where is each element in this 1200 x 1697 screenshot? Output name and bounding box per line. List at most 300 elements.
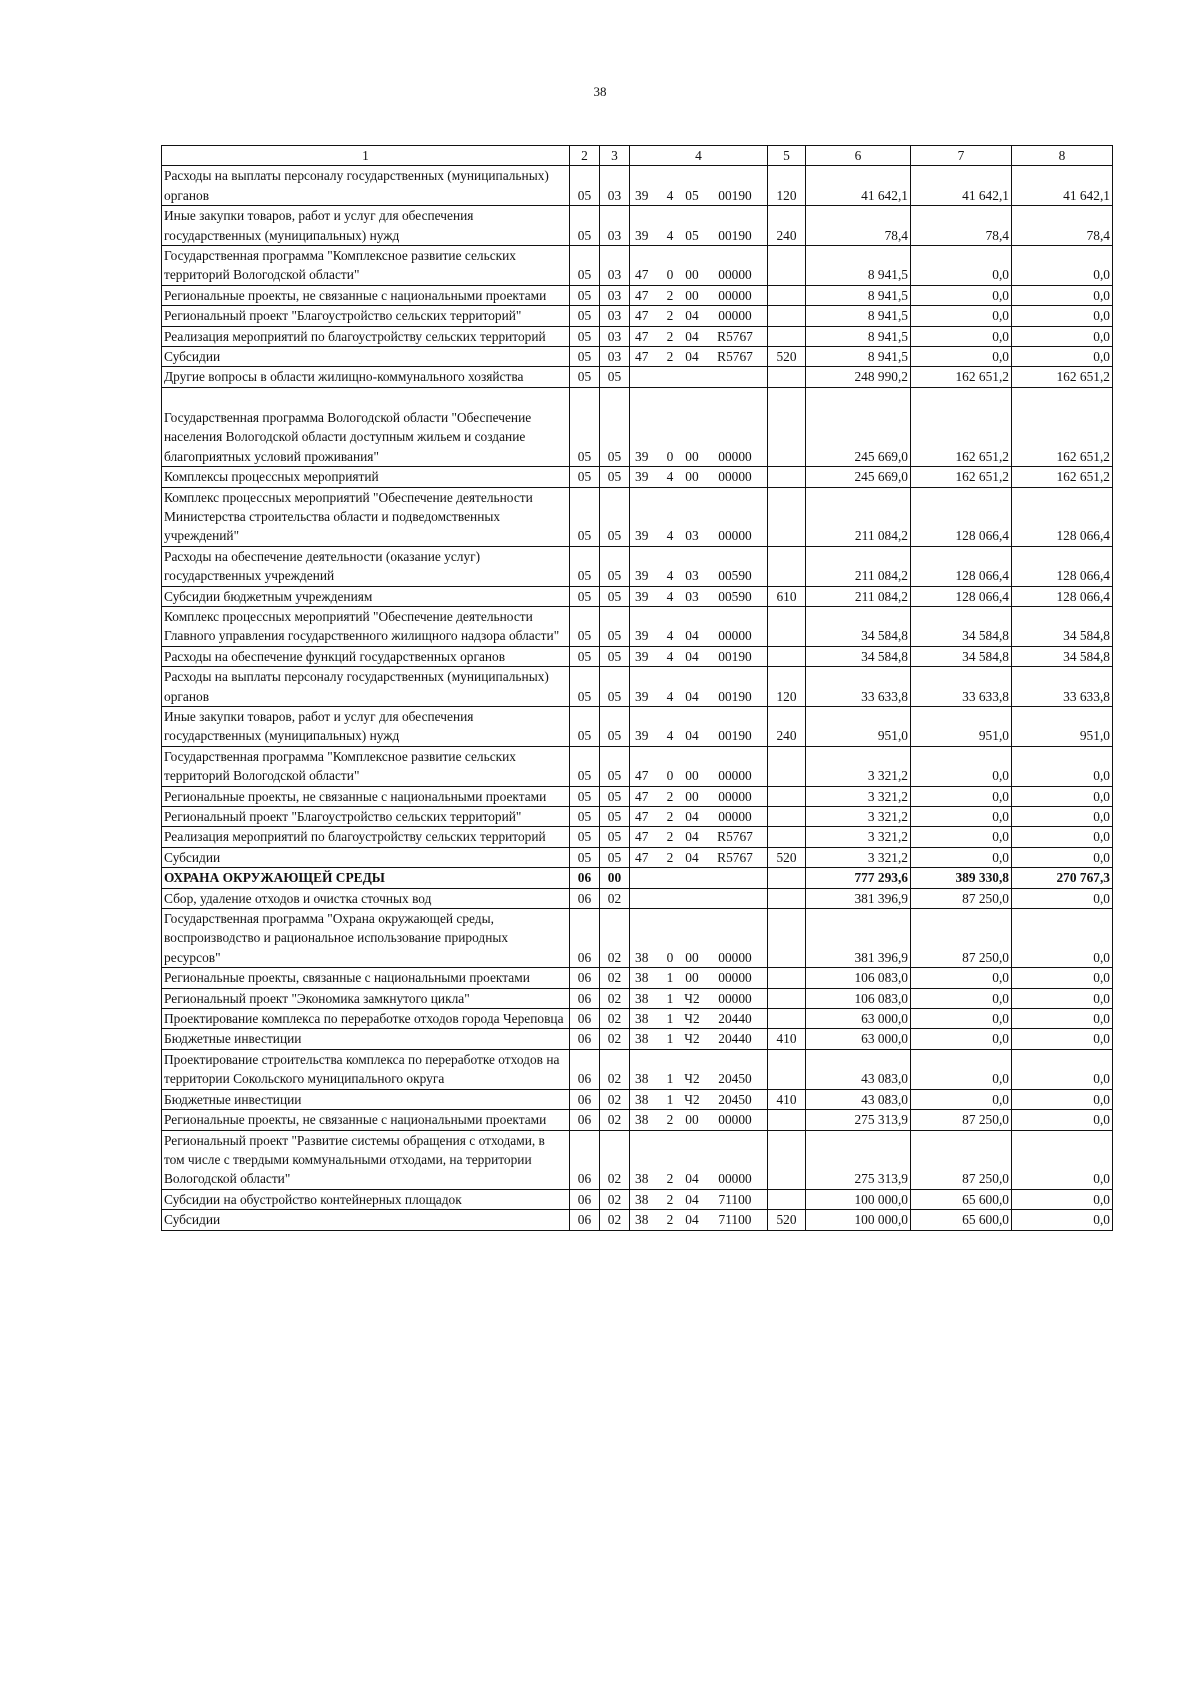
target-article-cell (630, 606, 768, 646)
expense-type-cell (768, 646, 806, 666)
row-name-cell: Реализация мероприятий по благоустройству сельских территорий (162, 827, 570, 847)
row-name-cell: Государственная программа Вологодской области "Обеспечение населения Вологодской области доступным жильем и создание благоприятных условий проживания" (162, 387, 570, 466)
amount-col8-cell: 951,0 (1012, 706, 1113, 746)
target-article-cell (630, 807, 768, 827)
target-article-part-3: 04 (685, 1191, 699, 1207)
amount-col8-cell: 0,0 (1012, 306, 1113, 326)
expense-type-cell (768, 546, 806, 586)
target-article-part-1: 39 (635, 648, 649, 664)
amount-col7-cell: 0,0 (911, 827, 1012, 847)
amount-col8-cell: 0,0 (1012, 888, 1113, 908)
expense-type-cell (768, 285, 806, 305)
amount-col6-cell: 63 000,0 (806, 1029, 911, 1049)
expense-type-cell (768, 888, 806, 908)
target-article-part-1: 38 (635, 1011, 649, 1027)
target-article-part-3: 03 (685, 528, 699, 544)
section-code-cell: 06 (570, 988, 600, 1008)
target-article-part-1: 39 (635, 588, 649, 604)
amount-col8-cell: 33 633,8 (1012, 667, 1113, 707)
amount-col7-cell: 0,0 (911, 326, 1012, 346)
section-code-cell: 06 (570, 1089, 600, 1109)
target-article-part-4: 00190 (718, 688, 752, 704)
target-article-cell (630, 1009, 768, 1029)
table-row (162, 467, 1113, 487)
table-body (162, 146, 1113, 1231)
target-article-cell (630, 786, 768, 806)
amount-col6-cell: 43 083,0 (806, 1049, 911, 1089)
expense-type-cell (768, 487, 806, 546)
section-code-cell: 05 (570, 706, 600, 746)
expense-type-cell (768, 1009, 806, 1029)
row-name-cell: Расходы на выплаты персоналу государственных (муниципальных) органов (162, 166, 570, 206)
target-article-part-2: 4 (666, 648, 674, 664)
row-name-cell: Субсидии (162, 347, 570, 367)
row-name-cell: Проектирование комплекса по переработке отходов города Череповца (162, 1009, 570, 1029)
target-article-part-2: 2 (666, 1212, 674, 1228)
header-cell-3: 3 (600, 146, 630, 166)
target-article-parts (632, 647, 765, 666)
amount-col6-cell: 211 084,2 (806, 546, 911, 586)
table-row (162, 807, 1113, 827)
target-article-part-3: 03 (685, 588, 699, 604)
target-article-part-4: 00590 (718, 568, 752, 584)
target-article-part-3: 04 (685, 688, 699, 704)
amount-col7-cell: 389 330,8 (911, 868, 1012, 888)
target-article-parts (632, 286, 765, 305)
amount-col8-cell: 0,0 (1012, 1210, 1113, 1230)
target-article-part-3: 04 (685, 328, 699, 344)
section-code-cell: 06 (570, 1210, 600, 1230)
amount-col8-cell: 78,4 (1012, 206, 1113, 246)
target-article-part-3: 00 (685, 1112, 699, 1128)
target-article-cell (630, 206, 768, 246)
subsection-code-cell: 03 (600, 206, 630, 246)
expense-type-cell (768, 326, 806, 346)
amount-col6-cell: 34 584,8 (806, 606, 911, 646)
expense-type-cell: 410 (768, 1089, 806, 1109)
section-code-cell: 05 (570, 467, 600, 487)
amount-col7-cell: 65 600,0 (911, 1210, 1012, 1230)
target-article-part-2: 2 (666, 308, 674, 324)
expense-type-cell (768, 868, 806, 888)
target-article-cell (630, 487, 768, 546)
subsection-code-cell: 02 (600, 1130, 630, 1189)
subsection-code-cell: 05 (600, 586, 630, 606)
row-name-cell: Комплекс процессных мероприятий "Обеспечение деятельности Министерства строительства области и подведомственных учреждений" (162, 487, 570, 546)
target-article-part-1: 38 (635, 1091, 649, 1107)
section-code-cell: 06 (570, 1110, 600, 1130)
row-name-cell: Проектирование строительства комплекса по переработке отходов на территории Сокольского муниципального округа (162, 1049, 570, 1089)
amount-col6-cell: 211 084,2 (806, 586, 911, 606)
target-article-cell (630, 1130, 768, 1189)
target-article-part-4: 20450 (718, 1071, 752, 1087)
target-article-part-3: 04 (685, 628, 699, 644)
target-article-part-2: 1 (666, 1031, 674, 1047)
header-cell-6: 6 (806, 146, 911, 166)
target-article-part-4: 00000 (718, 308, 752, 324)
subsection-code-cell: 03 (600, 285, 630, 305)
target-article-parts (632, 989, 765, 1008)
expense-type-cell: 120 (768, 166, 806, 206)
target-article-part-3: 04 (685, 809, 699, 824)
target-article-cell (630, 968, 768, 988)
target-article-part-3: 00 (685, 469, 699, 485)
amount-col8-cell: 162 651,2 (1012, 467, 1113, 487)
expense-type-cell (768, 606, 806, 646)
section-code-cell: 05 (570, 807, 600, 827)
target-article-part-1: 47 (635, 768, 649, 784)
target-article-parts (632, 467, 765, 486)
header-cell-8: 8 (1012, 146, 1113, 166)
subsection-code-cell: 03 (600, 347, 630, 367)
subsection-code-cell: 05 (600, 646, 630, 666)
target-article-part-2: 2 (666, 788, 674, 804)
subsection-code-cell: 05 (600, 827, 630, 847)
target-article-part-2: 2 (666, 809, 674, 824)
table-row (162, 285, 1113, 305)
amount-col7-cell: 128 066,4 (911, 546, 1012, 586)
section-code-cell: 06 (570, 1189, 600, 1209)
amount-col8-cell: 0,0 (1012, 786, 1113, 806)
table-row (162, 706, 1113, 746)
target-article-part-1: 47 (635, 308, 649, 324)
subsection-code-cell: 02 (600, 1009, 630, 1029)
target-article-part-4: R5767 (717, 849, 753, 865)
amount-col8-cell: 0,0 (1012, 1089, 1113, 1109)
subsection-code-cell: 03 (600, 306, 630, 326)
amount-col7-cell: 0,0 (911, 306, 1012, 326)
amount-col6-cell: 43 083,0 (806, 1089, 911, 1109)
amount-col8-cell: 0,0 (1012, 1189, 1113, 1209)
target-article-part-4: 71100 (718, 1212, 752, 1228)
amount-col8-cell: 0,0 (1012, 847, 1113, 867)
target-article-part-1: 38 (635, 949, 649, 965)
target-article-part-4: R5767 (717, 349, 753, 365)
target-article-part-1: 47 (635, 267, 649, 283)
subsection-code-cell: 05 (600, 606, 630, 646)
target-article-parts (632, 327, 765, 346)
amount-col8-cell: 0,0 (1012, 988, 1113, 1008)
row-name-cell: Комплекс процессных мероприятий "Обеспечение деятельности Главного управления государственного жилищного надзора области" (162, 606, 570, 646)
section-code-cell: 05 (570, 387, 600, 466)
target-article-parts (632, 726, 765, 745)
target-article-parts (632, 687, 765, 706)
amount-col8-cell: 0,0 (1012, 347, 1113, 367)
row-name-cell: Региональный проект "Экономика замкнутого цикла" (162, 988, 570, 1008)
target-article-part-2: 0 (666, 949, 674, 965)
amount-col8-cell: 0,0 (1012, 1049, 1113, 1089)
target-article-part-4: 00000 (718, 1112, 752, 1128)
row-name-cell: Региональный проект "Благоустройство сельских территорий" (162, 306, 570, 326)
table-row (162, 206, 1113, 246)
target-article-part-3: Ч2 (684, 1091, 700, 1107)
table-row (162, 1210, 1113, 1230)
table-row (162, 909, 1113, 968)
subsection-code-cell: 05 (600, 667, 630, 707)
section-code-cell: 05 (570, 285, 600, 305)
section-code-cell: 05 (570, 326, 600, 346)
expense-type-cell (768, 387, 806, 466)
target-article-part-1: 38 (635, 1031, 649, 1047)
amount-col8-cell: 128 066,4 (1012, 586, 1113, 606)
table-row (162, 1189, 1113, 1209)
table-row (162, 326, 1113, 346)
amount-col8-cell: 0,0 (1012, 1009, 1113, 1029)
target-article-part-4: 71100 (718, 1191, 752, 1207)
subsection-code-cell: 03 (600, 166, 630, 206)
target-article-part-4: 00000 (718, 469, 752, 485)
expense-type-cell (768, 746, 806, 786)
target-article-cell (630, 586, 768, 606)
target-article-part-4: 00000 (718, 287, 752, 303)
target-article-part-2: 4 (666, 728, 674, 744)
amount-col6-cell: 3 321,2 (806, 847, 911, 867)
target-article-part-1: 38 (635, 1171, 649, 1187)
target-article-part-3: 04 (685, 829, 699, 845)
target-article-part-2: 2 (666, 349, 674, 365)
amount-col6-cell: 8 941,5 (806, 246, 911, 286)
target-article-part-4: 00000 (718, 628, 752, 644)
subsection-code-cell: 00 (600, 868, 630, 888)
table-header-row (162, 146, 1113, 166)
target-article-part-4: R5767 (717, 829, 753, 845)
amount-col6-cell: 106 083,0 (806, 968, 911, 988)
expense-type-cell: 410 (768, 1029, 806, 1049)
table-row (162, 1089, 1113, 1109)
subsection-code-cell: 05 (600, 467, 630, 487)
target-article-part-3: 00 (685, 970, 699, 986)
target-article-part-1: 38 (635, 1212, 649, 1228)
section-code-cell: 05 (570, 166, 600, 206)
amount-col8-cell: 0,0 (1012, 326, 1113, 346)
target-article-part-4: 00000 (718, 788, 752, 804)
row-name-cell: Иные закупки товаров, работ и услуг для обеспечения государственных (муниципальных) нужд (162, 706, 570, 746)
amount-col7-cell: 0,0 (911, 1089, 1012, 1109)
row-name-cell: Государственная программа "Комплексное развитие сельских территорий Вологодской области" (162, 746, 570, 786)
section-code-cell: 05 (570, 646, 600, 666)
target-article-part-2: 1 (666, 970, 674, 986)
subsection-code-cell: 02 (600, 1089, 630, 1109)
amount-col7-cell: 0,0 (911, 968, 1012, 988)
amount-col6-cell: 100 000,0 (806, 1189, 911, 1209)
table-row (162, 347, 1113, 367)
target-article-cell (630, 1089, 768, 1109)
expense-type-cell: 520 (768, 347, 806, 367)
amount-col7-cell: 128 066,4 (911, 586, 1012, 606)
target-article-cell (630, 246, 768, 286)
target-article-part-2: 2 (666, 1112, 674, 1128)
section-code-cell: 05 (570, 786, 600, 806)
amount-col7-cell: 34 584,8 (911, 646, 1012, 666)
table-row (162, 546, 1113, 586)
target-article-part-3: 04 (685, 849, 699, 865)
target-article-part-1: 39 (635, 187, 649, 203)
section-code-cell: 06 (570, 888, 600, 908)
target-article-part-3: Ч2 (684, 990, 700, 1006)
target-article-part-4: 00590 (718, 588, 752, 604)
row-name-cell: Расходы на обеспечение деятельности (оказание услуг) государственных учреждений (162, 546, 570, 586)
row-name-cell: Региональные проекты, связанные с национальными проектами (162, 968, 570, 988)
amount-col7-cell: 0,0 (911, 1009, 1012, 1029)
target-article-part-4: 00000 (718, 267, 752, 283)
target-article-parts (632, 1169, 765, 1188)
target-article-part-1: 47 (635, 349, 649, 365)
target-article-part-2: 4 (666, 227, 674, 243)
target-article-cell (630, 646, 768, 666)
target-article-part-3: 00 (685, 788, 699, 804)
target-article-part-4: 00190 (718, 728, 752, 744)
subsection-code-cell: 05 (600, 706, 630, 746)
amount-col7-cell: 87 250,0 (911, 1110, 1012, 1130)
amount-col7-cell: 0,0 (911, 807, 1012, 827)
target-article-part-4: 00000 (718, 970, 752, 986)
amount-col6-cell: 8 941,5 (806, 285, 911, 305)
target-article-parts (632, 226, 765, 245)
row-name-cell: Субсидии (162, 1210, 570, 1230)
target-article-part-4: 00190 (718, 648, 752, 664)
target-article-part-1: 39 (635, 628, 649, 644)
amount-col8-cell: 0,0 (1012, 807, 1113, 827)
target-article-part-3: Ч2 (684, 1011, 700, 1027)
target-article-parts (632, 1009, 765, 1028)
table-row (162, 1110, 1113, 1130)
target-article-part-1: 47 (635, 788, 649, 804)
target-article-part-1: 47 (635, 849, 649, 865)
target-article-parts (632, 447, 765, 466)
table-row (162, 367, 1113, 387)
row-name-cell: Субсидии на обустройство контейнерных площадок (162, 1189, 570, 1209)
target-article-part-4: 00000 (718, 949, 752, 965)
target-article-cell (630, 706, 768, 746)
target-article-cell (630, 1029, 768, 1049)
section-code-cell: 05 (570, 206, 600, 246)
target-article-part-4: 00000 (718, 809, 752, 824)
expense-type-cell (768, 827, 806, 847)
target-article-cell (630, 467, 768, 487)
expense-type-cell: 240 (768, 206, 806, 246)
section-code-cell: 06 (570, 1009, 600, 1029)
expense-type-cell (768, 1110, 806, 1130)
expense-type-cell (768, 786, 806, 806)
amount-col6-cell: 3 321,2 (806, 746, 911, 786)
row-name-cell: Расходы на обеспечение функций государственных органов (162, 646, 570, 666)
section-code-cell: 05 (570, 306, 600, 326)
section-code-cell: 06 (570, 868, 600, 888)
target-article-cell (630, 306, 768, 326)
target-article-part-2: 0 (666, 267, 674, 283)
section-code-cell: 05 (570, 847, 600, 867)
amount-col6-cell: 8 941,5 (806, 306, 911, 326)
target-article-cell (630, 546, 768, 586)
expense-type-cell (768, 306, 806, 326)
target-article-part-4: 00000 (718, 448, 752, 464)
target-article-part-2: 1 (666, 990, 674, 1006)
expense-type-cell (768, 968, 806, 988)
target-article-cell (630, 888, 768, 908)
target-article-parts (632, 1110, 765, 1129)
amount-col7-cell: 41 642,1 (911, 166, 1012, 206)
target-article-part-4: 00190 (718, 187, 752, 203)
row-name-cell: Региональный проект "Благоустройство сельских территорий" (162, 807, 570, 827)
target-article-part-2: 2 (666, 287, 674, 303)
amount-col7-cell: 87 250,0 (911, 888, 1012, 908)
amount-col7-cell: 34 584,8 (911, 606, 1012, 646)
section-code-cell: 05 (570, 827, 600, 847)
amount-col6-cell: 777 293,6 (806, 868, 911, 888)
amount-col6-cell: 275 313,9 (806, 1110, 911, 1130)
row-name-cell: Региональный проект "Развитие системы обращения с отходами, в том числе с твердыми коммунальными отходами, на территории Вологодской области" (162, 1130, 570, 1189)
row-name-cell: Региональные проекты, не связанные с национальными проектами (162, 285, 570, 305)
amount-col7-cell: 0,0 (911, 988, 1012, 1008)
target-article-part-2: 2 (666, 328, 674, 344)
section-code-cell: 06 (570, 968, 600, 988)
target-article-part-1: 47 (635, 809, 649, 824)
header-cell-4: 4 (630, 146, 768, 166)
section-code-cell: 06 (570, 909, 600, 968)
target-article-cell (630, 166, 768, 206)
table-row (162, 166, 1113, 206)
amount-col8-cell: 162 651,2 (1012, 367, 1113, 387)
target-article-part-4: 20440 (718, 1031, 752, 1047)
amount-col6-cell: 951,0 (806, 706, 911, 746)
amount-col7-cell: 162 651,2 (911, 467, 1012, 487)
amount-col8-cell: 0,0 (1012, 909, 1113, 968)
row-name-cell: Региональные проекты, не связанные с национальными проектами (162, 1110, 570, 1130)
target-article-parts (632, 848, 765, 867)
target-article-part-3: 04 (685, 648, 699, 664)
subsection-code-cell: 02 (600, 1189, 630, 1209)
target-article-part-3: Ч2 (684, 1031, 700, 1047)
expense-type-cell (768, 246, 806, 286)
subsection-code-cell: 02 (600, 1210, 630, 1230)
amount-col7-cell: 87 250,0 (911, 1130, 1012, 1189)
target-article-cell (630, 285, 768, 305)
target-article-part-2: 0 (666, 448, 674, 464)
target-article-parts (632, 807, 765, 826)
amount-col6-cell: 275 313,9 (806, 1130, 911, 1189)
target-article-part-1: 38 (635, 1071, 649, 1087)
target-article-part-2: 4 (666, 688, 674, 704)
amount-col7-cell: 0,0 (911, 1049, 1012, 1089)
target-article-cell (630, 827, 768, 847)
table-row (162, 827, 1113, 847)
amount-col8-cell: 0,0 (1012, 968, 1113, 988)
amount-col8-cell: 0,0 (1012, 1029, 1113, 1049)
header-cell-1: 1 (162, 146, 570, 166)
amount-col6-cell: 8 941,5 (806, 326, 911, 346)
target-article-cell (630, 667, 768, 707)
amount-col6-cell: 33 633,8 (806, 667, 911, 707)
target-article-cell (630, 326, 768, 346)
page-number: 38 (593, 84, 607, 99)
amount-col6-cell: 3 321,2 (806, 827, 911, 847)
target-article-part-3: 05 (685, 227, 699, 243)
expense-type-cell: 120 (768, 667, 806, 707)
amount-col8-cell: 0,0 (1012, 285, 1113, 305)
target-article-cell (630, 1049, 768, 1089)
row-name-cell: Иные закупки товаров, работ и услуг для обеспечения государственных (муниципальных) нужд (162, 206, 570, 246)
section-code-cell: 05 (570, 667, 600, 707)
target-article-part-2: 4 (666, 528, 674, 544)
amount-col6-cell: 211 084,2 (806, 487, 911, 546)
target-article-cell (630, 988, 768, 1008)
target-article-parts (632, 347, 765, 366)
target-article-part-2: 2 (666, 849, 674, 865)
table-row (162, 606, 1113, 646)
target-article-part-1: 47 (635, 829, 649, 845)
expense-type-cell (768, 1130, 806, 1189)
subsection-code-cell: 05 (600, 367, 630, 387)
